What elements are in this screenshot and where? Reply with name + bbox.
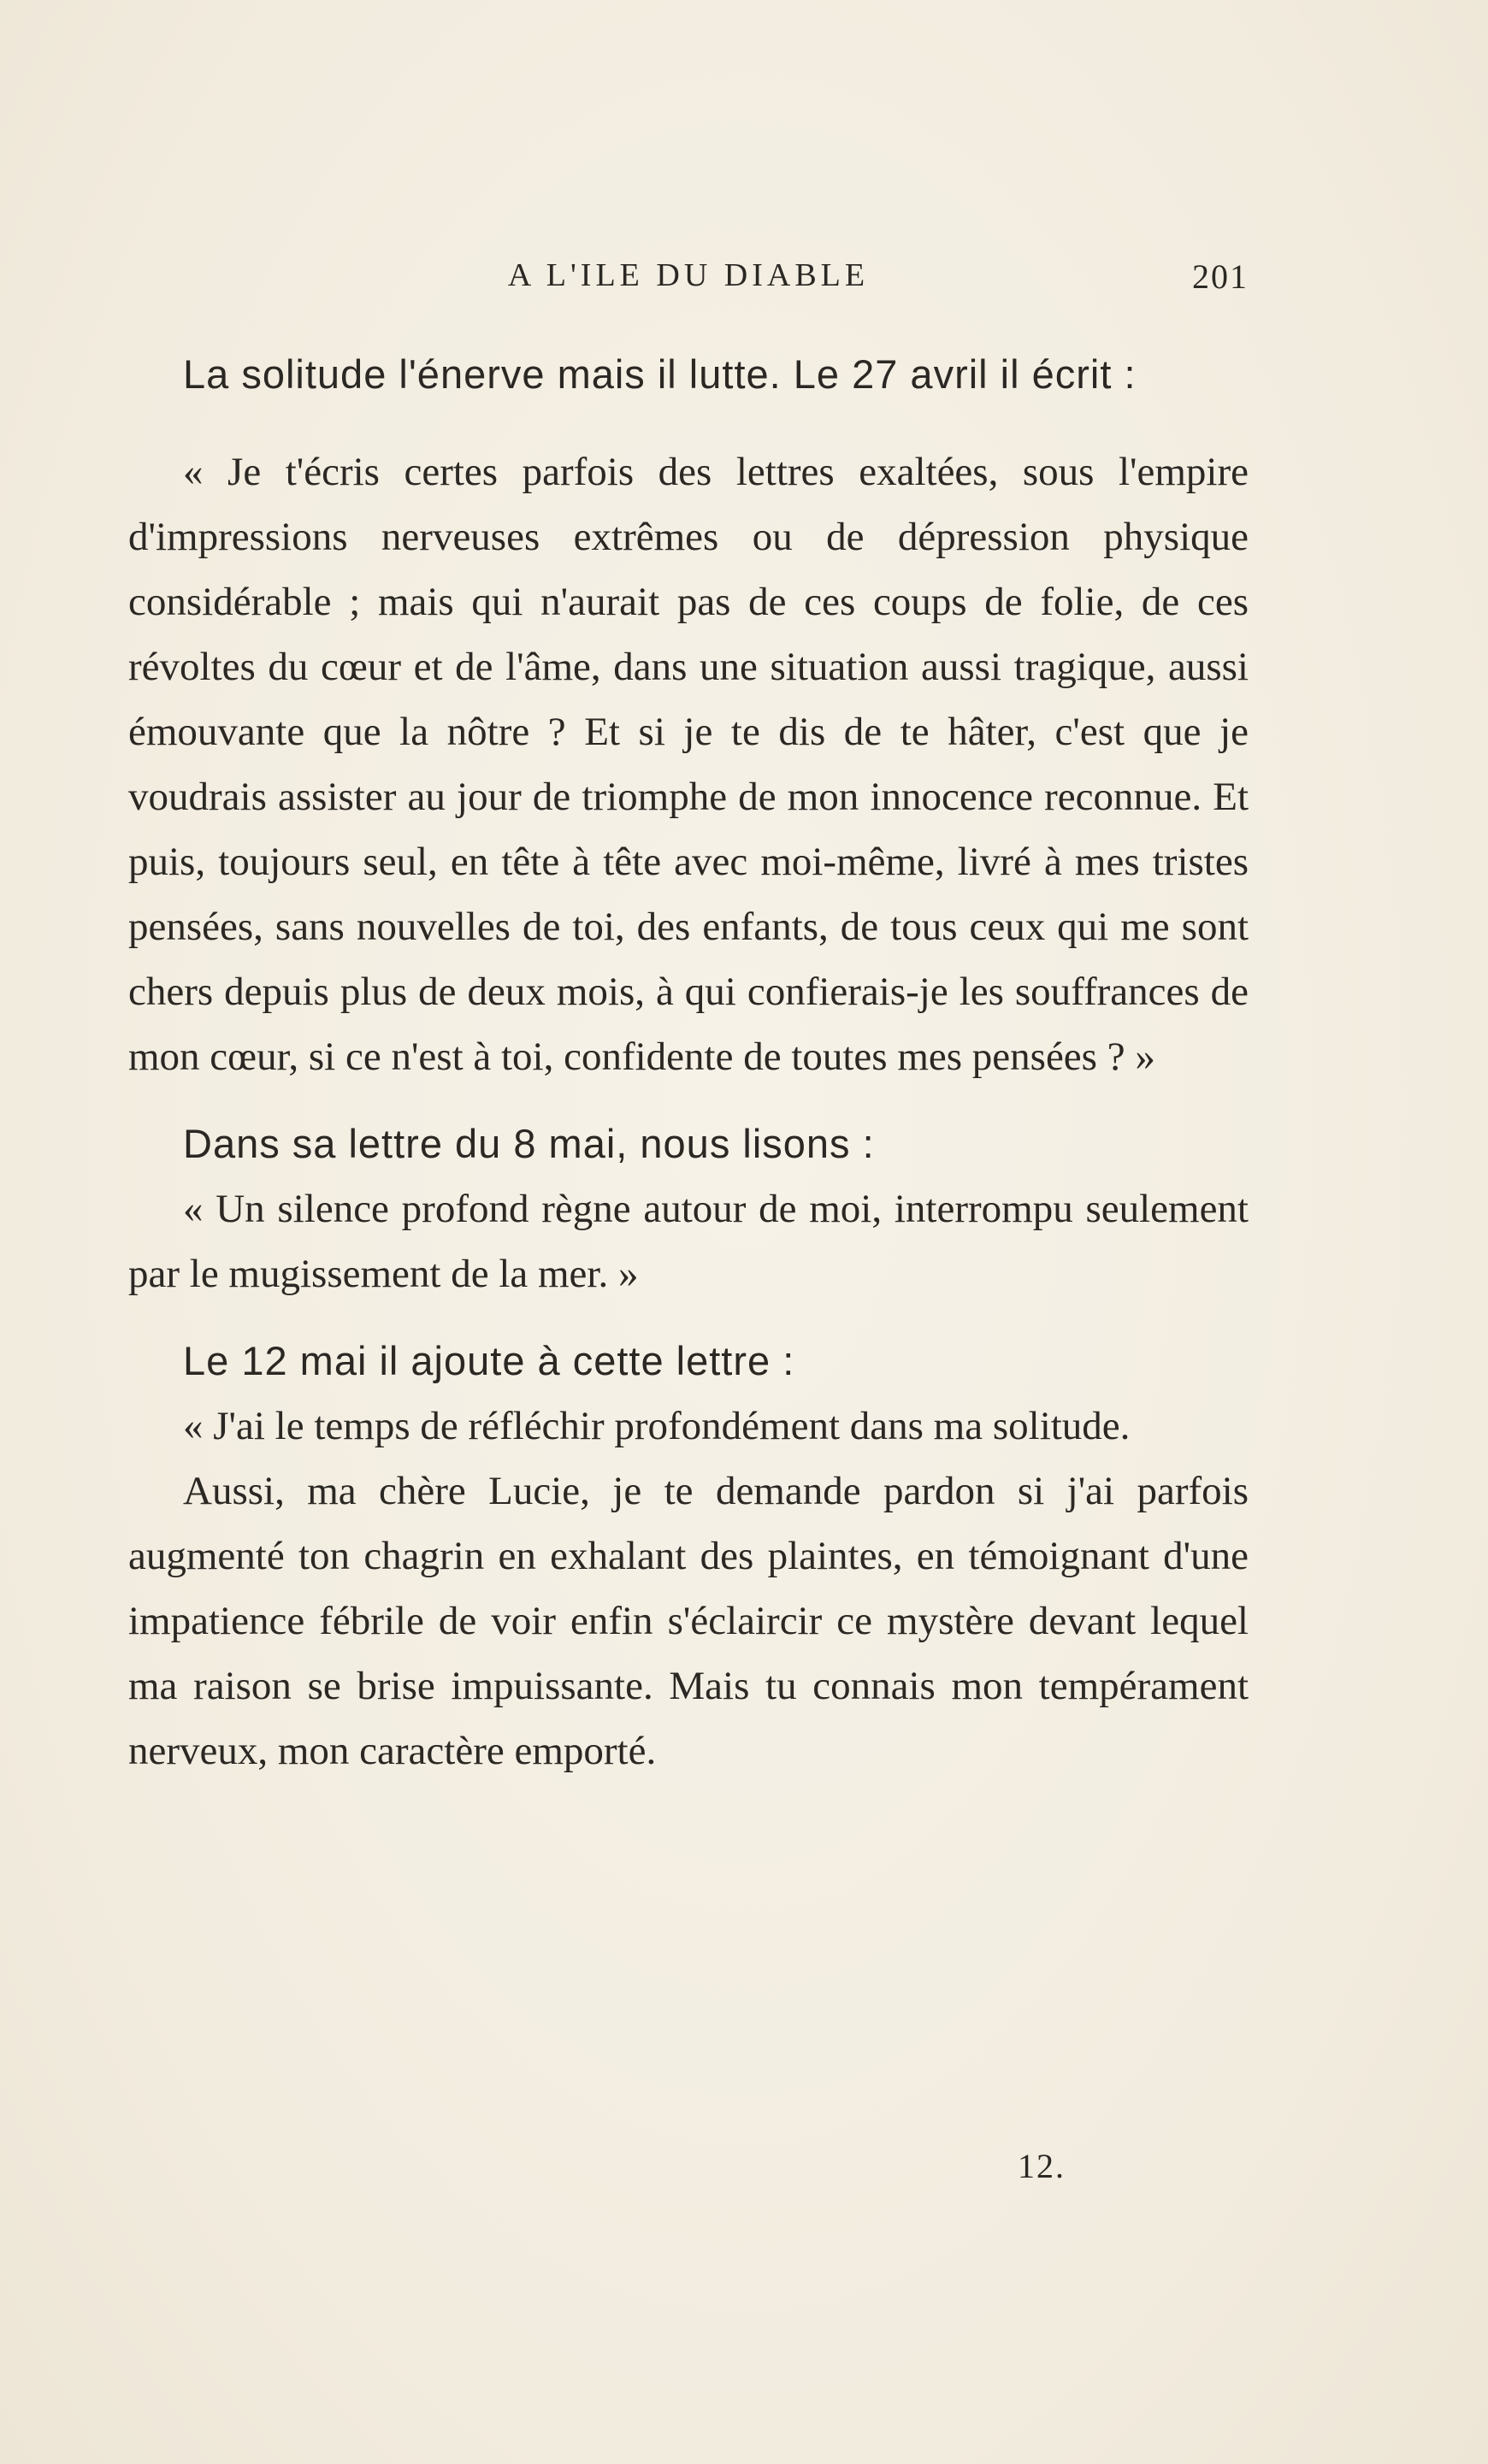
running-head <box>128 256 1249 308</box>
running-title: A L'ILE DU DIABLE <box>507 257 870 293</box>
paragraph-letter-may-8: « Un silence profond règne autour de moi, interrompu seulement par le mugissement de la mer. » <box>128 1187 1249 1296</box>
paragraph-intro: La solitude l'énerve mais il lutte. Le 27 avril il écrit : <box>183 351 1137 397</box>
paragraph-may-12-intro: Le 12 mai il ajoute à cette lettre : <box>183 1338 795 1383</box>
signature-mark: 12. <box>1018 2147 1066 2185</box>
paragraph-letter-may-12: « J'ai le temps de réfléchir profondément dans ma solitude. <box>183 1404 1131 1448</box>
paragraph-letter-april-27: « Je t'écris certes parfois des lettres exaltées, sous l'empire d'impressions nerveuses extrêmes ou de dépression physique considérable ; mais qui n'aurait pas de ces coups de folie, de ces révoltes du cœur et de l'âme, dans une situation aussi tragique, aussi émouvante que la nôtre ? Et si je te dis de te hâter, c'est que je voudrais assister au jour de triomphe de mon innocence reconnue. Et puis, toujours seul, en tête à tête avec moi-même, livré à mes tristes pensées, sans nouvelles de toi, des enfants, de tous ceux qui me sont chers depuis plus de deux mois, à qui confierais-je les souffrances de mon cœur, si ce n'est à toi, confidente de toutes mes pensées ? » <box>128 450 1249 1079</box>
page-number: 201 <box>1192 257 1249 296</box>
paragraph-letter-may-12-continued: Aussi, ma chère Lucie, je te demande pardon si j'ai parfois augmenté ton chagrin en exhalant des plaintes, en témoignant d'une impatience fébrile de voir enfin s'éclaircir ce mystère devant lequel ma raison se brise impuissante. Mais tu connais mon tempérament nerveux, mon caractère emporté. <box>128 1469 1249 1773</box>
paragraph-may-8-intro: Dans sa lettre du 8 mai, nous lisons : <box>183 1121 875 1166</box>
body-text <box>128 342 1249 1783</box>
